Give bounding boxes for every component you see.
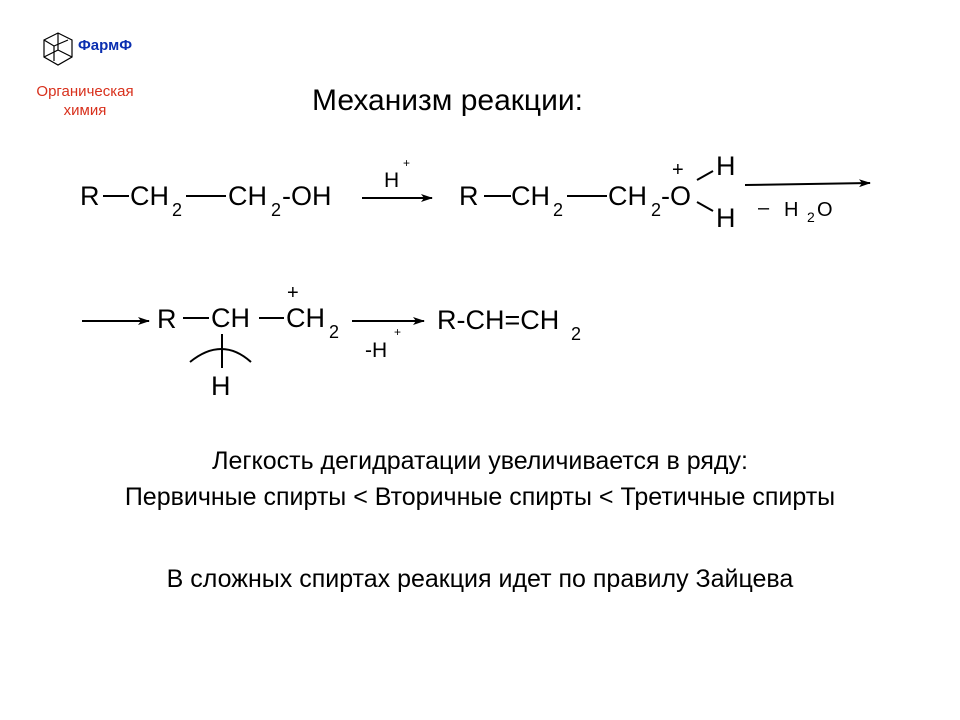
water-h: H <box>784 199 799 221</box>
product-alkene: R-CH=CH <box>437 305 560 335</box>
water-sub: 2 <box>807 209 815 225</box>
ch2-4: CH <box>608 181 647 211</box>
ch2-1: CH <box>130 181 169 211</box>
ch2-cation-sub: 2 <box>329 322 340 342</box>
ease-heading: Легкость дегидратации увеличивается в ряду: <box>212 447 748 475</box>
adamantane-logo-icon <box>44 33 72 65</box>
bond-o-h-lower <box>697 202 713 211</box>
product-sub: 2 <box>571 324 582 344</box>
hydroxyl: -OH <box>282 181 332 211</box>
ch2-3-sub: 2 <box>553 200 564 220</box>
ch2-3: CH <box>511 181 550 211</box>
ch2-cation: CH <box>286 303 325 333</box>
carbocation-plus: + <box>287 282 299 304</box>
logo-name: ФармФ <box>78 37 133 54</box>
oxonium-plus: + <box>672 159 684 181</box>
ch2-2-sub: 2 <box>271 200 282 220</box>
catalyst-plus: + <box>403 156 411 170</box>
zaitsev-rule: В сложных спиртах реакция идет по правилу Зайцева <box>166 565 794 593</box>
logo-subtitle <box>15 82 155 120</box>
beta-h: H <box>211 371 231 401</box>
oxonium-h-upper: H <box>716 151 736 181</box>
curved-electron-arrow <box>190 349 251 362</box>
oxonium-o: -O <box>661 181 691 211</box>
bond-o-h-upper <box>697 171 713 180</box>
catalyst-h: H <box>384 169 400 192</box>
minus-h-plus: + <box>394 325 402 339</box>
ch-carbon: CH <box>211 303 250 333</box>
oxonium-h-lower: H <box>716 203 736 233</box>
arrow-2 <box>745 183 870 185</box>
water-minus: – <box>758 197 770 219</box>
r-group: R <box>80 181 100 211</box>
ch2-4-sub: 2 <box>651 200 662 220</box>
r-group-2: R <box>459 181 479 211</box>
minus-h: -H <box>365 339 388 362</box>
ch2-1-sub: 2 <box>172 200 183 220</box>
ch2-2: CH <box>228 181 267 211</box>
logo-subtitle-line1: Органическая <box>36 83 134 100</box>
alcohol-series: Первичные спирты < Вторичные спирты < Третичные спирты <box>124 483 836 511</box>
logo-subtitle-line2: химия <box>63 102 107 119</box>
r-group-3: R <box>157 304 177 334</box>
water-o: O <box>817 199 833 221</box>
page-title: Механизм реакции: <box>312 84 583 117</box>
